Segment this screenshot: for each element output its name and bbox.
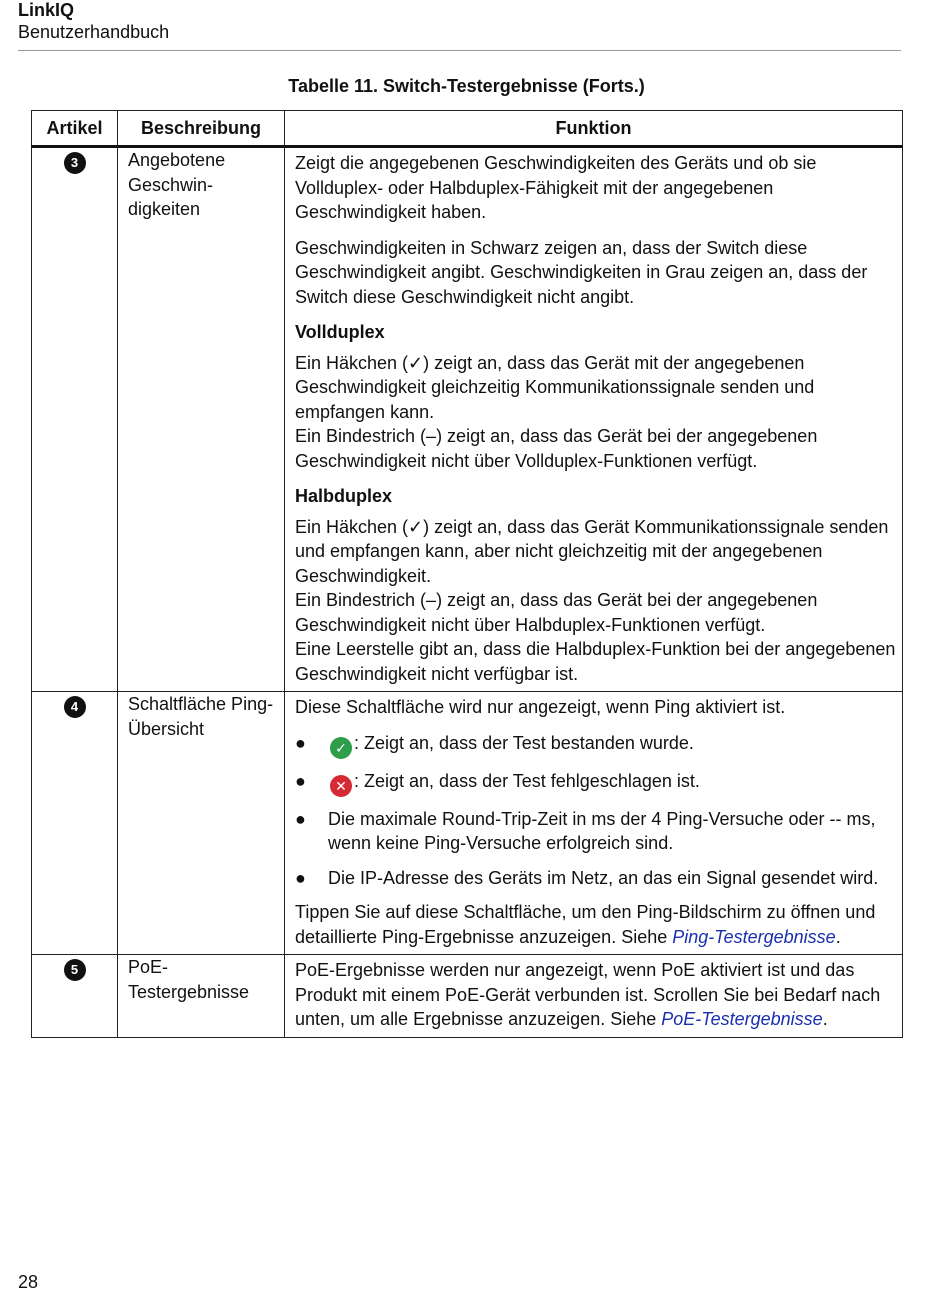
- item-cell: [32, 692, 118, 955]
- function-paragraph: [295, 958, 896, 1032]
- function-paragraph: Ein Bindestrich (–) zeigt an, dass das Gerät bei der angegebenen Geschwindigkeit nicht über Vollduplex-Funktionen verfügt.: [295, 426, 818, 471]
- item-cell: [32, 147, 118, 692]
- function-paragraph: Ein Bindestrich (–) zeigt an, dass das Gerät bei der angegebenen Geschwindigkeit nicht über Halbduplex-Funktionen verfügt.: [295, 590, 818, 635]
- switch-results-table: [31, 110, 903, 1038]
- bullet-item: [295, 769, 896, 797]
- function-paragraph: Geschwindigkeiten in Schwarz zeigen an, dass der Switch diese Geschwindigkeit angibt. Geschwindigkeiten in Grau zeigen an, dass der Switch diese Geschwindigkeit nicht angibt.: [295, 237, 868, 307]
- function-cell: [285, 692, 903, 955]
- item-number-badge: 3: [64, 152, 86, 174]
- bullet-dot: ●: [295, 808, 306, 829]
- bullet-text: Die maximale Round-Trip-Zeit in ms der 4 Ping-Versuche oder -- ms, wenn keine Ping-Versuche erfolgreich sind.: [328, 808, 876, 853]
- column-header-description: Beschreibung: [118, 111, 285, 147]
- poe-results-link[interactable]: PoE-Testergebnisse: [661, 1009, 823, 1029]
- bullet-text: : Zeigt an, dass der Test bestanden wurde.: [354, 732, 694, 753]
- subheading-half-duplex: Halbduplex: [295, 486, 393, 506]
- item-number-badge: 5: [64, 959, 86, 981]
- paragraph-text: .: [835, 926, 841, 947]
- bullet-text: : Zeigt an, dass der Test fehlgeschlagen ist.: [354, 770, 700, 791]
- pass-check-icon: ✓: [330, 737, 352, 759]
- document-title: Benutzerhandbuch: [18, 22, 170, 42]
- ping-results-link[interactable]: Ping-Testergebnisse: [672, 926, 836, 947]
- description-cell: PoE-Testergebnisse: [118, 955, 285, 1038]
- bullet-dot: ●: [295, 770, 306, 791]
- item-number-badge: 4: [64, 696, 86, 718]
- table-header-row: [32, 111, 903, 147]
- page-header: [18, 0, 901, 51]
- table-row: [32, 955, 903, 1038]
- description-cell: Angebotene Geschwin-digkeiten: [118, 147, 285, 692]
- description-cell: Schaltfläche Ping-Übersicht: [118, 692, 285, 955]
- function-cell: [285, 955, 903, 1038]
- subheading-full-duplex: Vollduplex: [295, 322, 385, 342]
- function-paragraph: Zeigt die angegebenen Geschwindigkeiten des Geräts und ob sie Vollduplex- oder Halbduplex-Fähigkeit mit der angegebenen Geschwindigkeit haben.: [295, 153, 817, 222]
- function-cell: [285, 147, 903, 692]
- bullet-dot: ●: [295, 732, 306, 753]
- function-paragraph: Diese Schaltfläche wird nur angezeigt, wenn Ping aktiviert ist.: [295, 697, 786, 717]
- column-header-item: Artikel: [32, 111, 118, 147]
- bullet-item: [295, 807, 896, 856]
- column-header-function: Funktion: [285, 111, 903, 147]
- paragraph-text: Tippen Sie auf diese Schaltfläche, um den Ping-Bildschirm zu öffnen und detaillierte Ping-Ergebnisse anzuzeigen. Siehe: [295, 902, 876, 947]
- paragraph-text: PoE-Ergebnisse werden nur angezeigt, wenn PoE aktiviert ist und das Produkt mit einem PoE-Gerät verbunden ist. Scrollen Sie bei Bedarf nach unten, um alle Ergebnisse anzuzeigen. Siehe: [295, 960, 881, 1029]
- bullet-text: Die IP-Adresse des Geräts im Netz, an das ein Signal gesendet wird.: [328, 867, 879, 888]
- bullet-item: [295, 731, 896, 759]
- page-number: 28: [18, 1272, 39, 1292]
- function-paragraph: Ein Häkchen (✓) zeigt an, dass das Gerät Kommunikationssignale senden und empfangen kann, aber nicht gleichzeitig mit der angegebenen Geschwindigkeit.: [295, 516, 889, 586]
- brand-name: LinkIQ: [18, 0, 75, 20]
- item-cell: [32, 955, 118, 1038]
- paragraph-text: .: [822, 1009, 828, 1029]
- function-paragraph: [295, 900, 896, 949]
- function-paragraph: Eine Leerstelle gibt an, dass die Halbduplex-Funktion bei der angegebenen Geschwindigkeit nicht verfügbar ist.: [295, 639, 896, 684]
- table-row: [32, 147, 903, 692]
- bullet-item: [295, 866, 896, 891]
- table-row: [32, 692, 903, 955]
- table-caption: Tabelle 11. Switch-Testergebnisse (Forts.): [288, 76, 645, 96]
- bullet-dot: ●: [295, 867, 306, 888]
- function-paragraph: Ein Häkchen (✓) zeigt an, dass das Gerät mit der angegebenen Geschwindigkeit gleichzeitig Kommunikationssignale senden und empfangen kann.: [295, 352, 815, 422]
- fail-x-icon: ✕: [330, 775, 352, 797]
